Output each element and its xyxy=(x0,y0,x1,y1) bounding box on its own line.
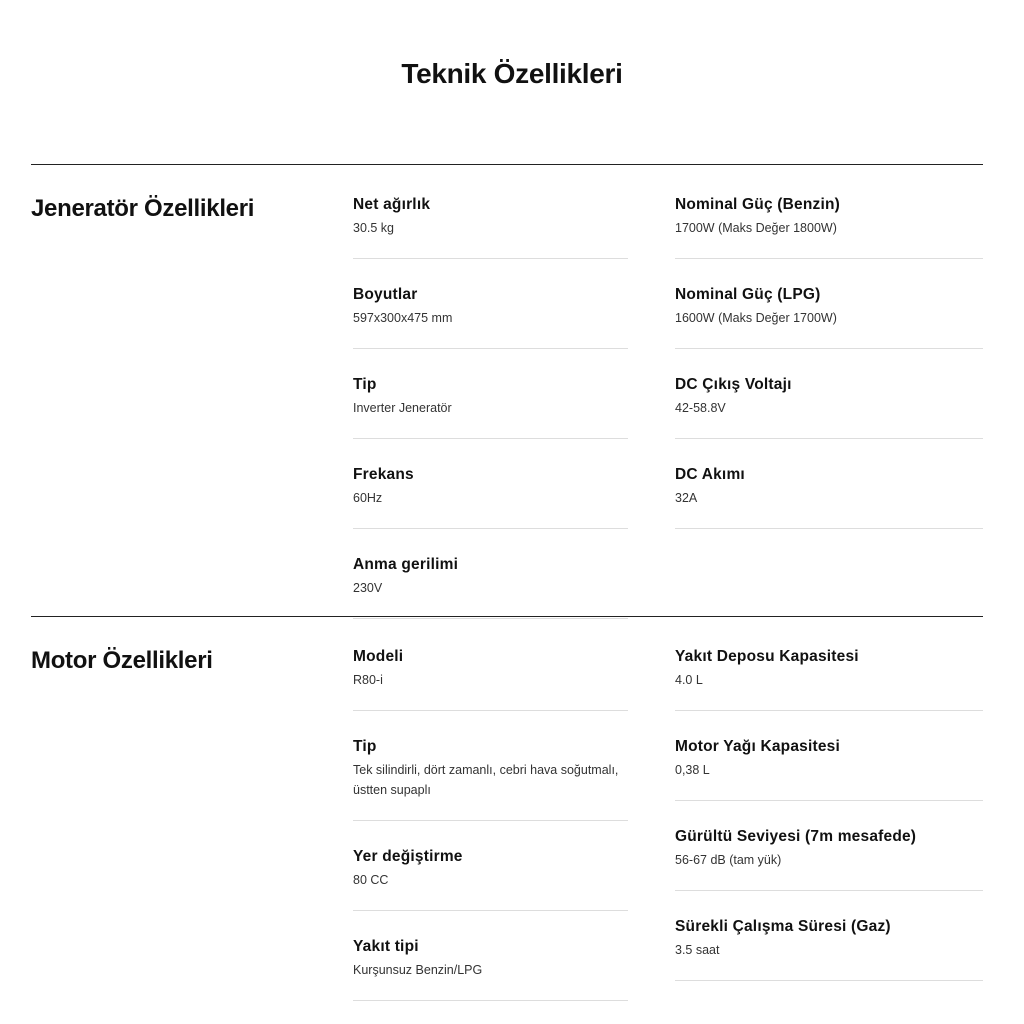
page-title: Teknik Özellikleri xyxy=(401,58,623,89)
spec-value: 1600W (Maks Değer 1700W) xyxy=(675,311,837,325)
spec-label: Yakıt Deposu Kapasitesi xyxy=(675,648,859,665)
spec-item-continuous-runtime xyxy=(675,909,983,981)
spec-label: Anma gerilimi xyxy=(353,556,459,573)
spec-item-engine-oil-capacity xyxy=(675,729,983,801)
spec-item-frequency xyxy=(353,457,628,529)
spec-value: 60Hz xyxy=(353,491,383,505)
spec-label: Sürekli Çalışma Süresi (Gaz) xyxy=(675,918,891,935)
spec-value: 32A xyxy=(675,491,698,505)
spec-value: 30.5 kg xyxy=(353,221,395,235)
spec-value: Kurşunsuz Benzin/LPG xyxy=(353,963,483,977)
spec-label: DC Akımı xyxy=(675,466,745,483)
spec-item-model xyxy=(353,639,628,711)
spec-value: 1700W (Maks Değer 1800W) xyxy=(675,221,837,235)
spec-value: 42-58.8V xyxy=(675,401,726,415)
spec-item-noise-level xyxy=(675,819,983,891)
spec-label: Yakıt tipi xyxy=(353,938,419,955)
spec-item-dimensions xyxy=(353,277,628,349)
spec-value: 597x300x475 mm xyxy=(353,311,453,325)
spec-column-right xyxy=(675,187,983,547)
spec-item-rated-power-lpg xyxy=(675,277,983,349)
section-engine-specs xyxy=(31,616,983,977)
spec-label: Yer değiştirme xyxy=(353,848,463,865)
spec-item-fuel-tank-capacity xyxy=(675,639,983,711)
spec-value: 4.0 L xyxy=(675,673,703,687)
section-heading: Jeneratör Özellikleri xyxy=(31,195,255,222)
spec-label: Tip xyxy=(353,738,377,755)
spec-item-type xyxy=(353,367,628,439)
section-heading: Motor Özellikleri xyxy=(31,647,213,674)
spec-item-rated-voltage xyxy=(353,547,628,619)
section-generator-specs xyxy=(31,164,983,595)
spec-label: Tip xyxy=(353,376,377,393)
spec-value: 0,38 L xyxy=(675,763,710,777)
spec-item-fuel-type xyxy=(353,929,628,1001)
spec-item-dc-current xyxy=(675,457,983,529)
spec-column-right xyxy=(675,639,983,999)
spec-item-dc-output-voltage xyxy=(675,367,983,439)
spec-value: Inverter Jeneratör xyxy=(353,401,452,415)
spec-label: Frekans xyxy=(353,466,414,483)
spec-column-left xyxy=(353,187,628,637)
spec-value: 230V xyxy=(353,581,383,595)
spec-item-displacement xyxy=(353,839,628,911)
spec-item-net-weight xyxy=(353,187,628,259)
spec-value: 3.5 saat xyxy=(675,943,720,957)
spec-label: DC Çıkış Voltajı xyxy=(675,376,792,393)
spec-label: Boyutlar xyxy=(353,286,418,303)
spec-label: Nominal Güç (LPG) xyxy=(675,286,821,303)
spec-value: 56-67 dB (tam yük) xyxy=(675,853,782,867)
spec-column-left xyxy=(353,639,628,1019)
spec-label: Motor Yağı Kapasitesi xyxy=(675,738,840,755)
spec-value: 80 CC xyxy=(353,873,389,887)
spec-label: Net ağırlık xyxy=(353,196,431,213)
spec-item-engine-type xyxy=(353,729,628,821)
spec-item-rated-power-gasoline xyxy=(675,187,983,259)
spec-value: Tek silindirli, dört zamanlı, cebri hava soğutmalı, üstten supaplı xyxy=(353,763,619,797)
spec-label: Nominal Güç (Benzin) xyxy=(675,196,841,213)
spec-value: R80-i xyxy=(353,673,383,687)
spec-label: Gürültü Seviyesi (7m mesafede) xyxy=(675,828,917,845)
spec-label: Modeli xyxy=(353,648,404,665)
